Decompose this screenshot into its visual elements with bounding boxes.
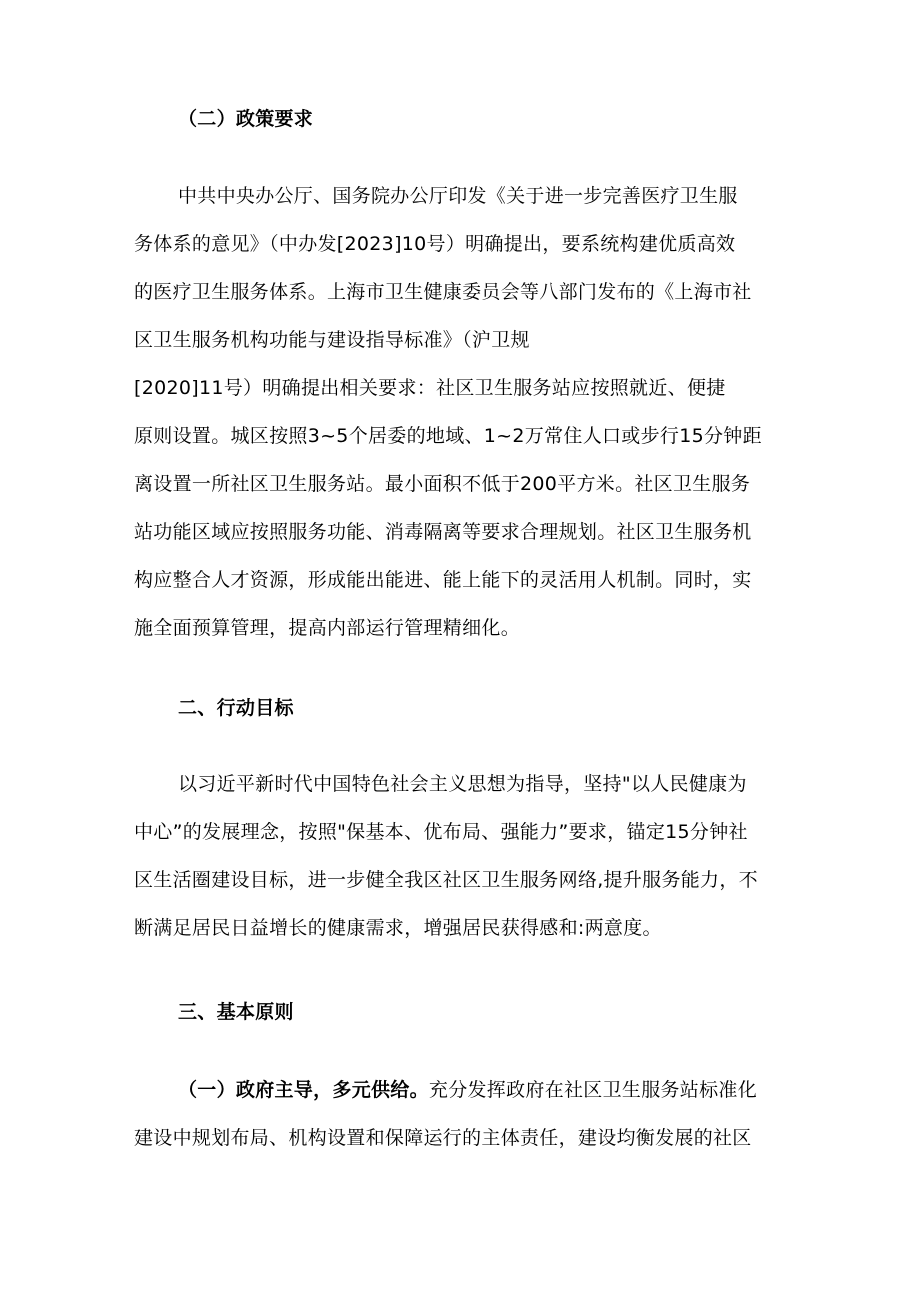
paragraph-line: 构应整合人才资源，形成能出能进、能上能下的灵活用人机制。同时，实	[134, 569, 752, 591]
paragraph-line: 站功能区域应按照服务功能、消毒隔离等要求合理规划。社区卫生服务机	[134, 521, 752, 543]
paragraph-line	[178, 1077, 757, 1103]
paragraph-line: 以习近平新时代中国特色社会主义思想为指导，坚持"以人民健康为	[178, 773, 747, 795]
paragraph-line: 的医疗卫生服务体系。上海市卫生健康委员会等八部门发布的《上海市社	[134, 281, 752, 303]
paragraph-line: 区生活圈建设目标，进一步健全我区社区卫生服务网络,提升服务能力，不	[134, 869, 758, 891]
paragraph-line: 原则设置。城区按照3~5个居委的地域、1~2万常住人口或步行15分钟距	[134, 425, 762, 447]
paragraph-line: 离设置一所社区卫生服务站。最小面积不低于200平方米。社区卫生服务	[134, 473, 751, 495]
section-heading-policy-requirements: （二）政策要求	[178, 108, 314, 130]
principle-text: 充分发挥政府在社区卫生服务站标准化	[428, 1079, 758, 1101]
paragraph-line: 中共中央办公厅、国务院办公厅印发《关于进一步完善医疗卫生服	[178, 185, 738, 207]
paragraph-line: 施全面预算管理，提高内部运行管理精细化。	[134, 617, 521, 639]
section-heading-action-goals: 二、行动目标	[178, 697, 294, 719]
paragraph-line: [2020]11号）明确提出相关要求：社区卫生服务站应按照就近、便捷	[134, 377, 726, 399]
paragraph-line: 建设中规划布局、机构设置和保障运行的主体责任，建设均衡发展的社区	[134, 1127, 752, 1149]
paragraph-line: 务体系的意见》（中办发[2023]10号）明确提出，要系统构建优质高效	[134, 233, 736, 255]
paragraph-line: 区卫生服务机构功能与建设指导标准》（沪卫规	[134, 329, 530, 351]
paragraph-line: 断满足居民日益增长的健康需求，增强居民获得感和:两意度。	[134, 917, 662, 939]
section-heading-basic-principles: 三、基本原则	[178, 1001, 294, 1023]
principle-lead: （一）政府主导，多元供给。	[178, 1079, 429, 1101]
paragraph-line: 中心”的发展理念，按照"保基本、优布局、强能力”要求，锚定15分钟社	[134, 821, 748, 843]
